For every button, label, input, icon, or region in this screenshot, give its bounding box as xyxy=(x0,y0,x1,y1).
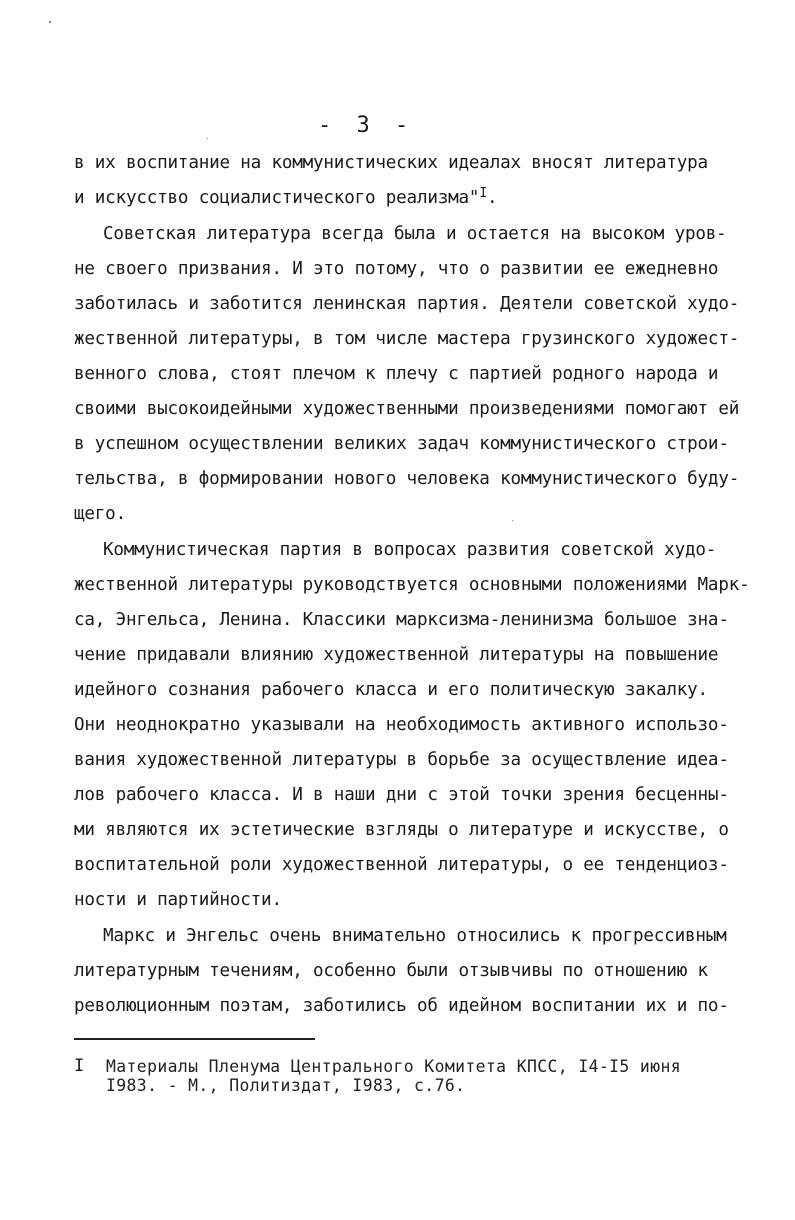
footnote-text-line: Материалы Пленума Центрального Комитета КПСС, I4-I5 июня xyxy=(106,1057,682,1076)
text-line: щего. xyxy=(74,504,126,524)
text-line: своими высокоидейными художественными произведениями помогают ей xyxy=(74,399,740,419)
text-line-body: и искусство социалистического реализма" xyxy=(74,188,480,208)
text-line-with-footnote-ref xyxy=(74,187,497,211)
footnote-text-line: I983. - М., Политиздат, I983, с.76. xyxy=(106,1076,466,1095)
text-line: Советская литература всегда была и остается на высоком уров- xyxy=(103,224,727,244)
text-line: лов рабочего класса. И в наши дни с этой точки зрения бесценны- xyxy=(74,785,729,805)
text-line: заботилась и заботится ленинская партия. Деятели советской худо- xyxy=(74,294,740,314)
scan-speck xyxy=(207,138,208,139)
text-line: са, Энгельса, Ленина. Классики марксизма-ленинизма большое зна- xyxy=(74,610,729,630)
footnote-number: I xyxy=(74,1056,85,1076)
text-line: венного слова, стоят плечом к плечу с партией родного народа и xyxy=(74,364,719,384)
text-line: вания художественной литературы в борьбе за осуществление идеа- xyxy=(74,750,729,770)
text-line: ности и партийности. xyxy=(74,890,282,910)
footnote-separator xyxy=(74,1038,315,1040)
text-line: революционным поэтам, заботились об идейном воспитании их и по- xyxy=(74,996,729,1016)
text-line: литературным течениям, особенно были отзывчивы по отношению к xyxy=(74,961,708,981)
text-line: ми являются их эстетические взгляды о литературе и искусстве, о xyxy=(74,820,729,840)
text-line: жественной литературы, в том числе мастера грузинского художест- xyxy=(74,329,740,349)
text-line: в их воспитание на коммунистических идеалах вносят литература xyxy=(74,153,708,173)
text-line: Они неоднократно указывали на необходимость активного использо- xyxy=(74,715,729,735)
text-line: не своего призвания. И это потому, что о развитии ее ежедневно xyxy=(74,259,719,279)
text-line: Коммунистическая партия в вопросах развития советской худо- xyxy=(103,540,717,560)
scan-speck xyxy=(49,21,51,23)
text-line: воспитательной роли художественной литературы, о ее тенденциоз- xyxy=(74,855,729,875)
text-line-end: . xyxy=(486,188,498,208)
page-number: - 3 - xyxy=(318,113,415,138)
text-line: чение придавали влиянию художественной литературы на повышение xyxy=(74,645,719,665)
text-line: Маркс и Энгельс очень внимательно относились к прогрессивным xyxy=(103,926,727,946)
footnote-reference: I xyxy=(479,186,487,201)
text-line: жественной литературы руководствуется основными положениями Марк- xyxy=(74,575,750,595)
text-line: тельства, в формировании нового человека коммунистического буду- xyxy=(74,469,740,489)
text-line: идейного сознания рабочего класса и его политическую закалку. xyxy=(74,680,708,700)
scan-speck xyxy=(512,520,513,521)
text-line: в успешном осуществлении великих задач коммунистического строи- xyxy=(74,434,729,454)
